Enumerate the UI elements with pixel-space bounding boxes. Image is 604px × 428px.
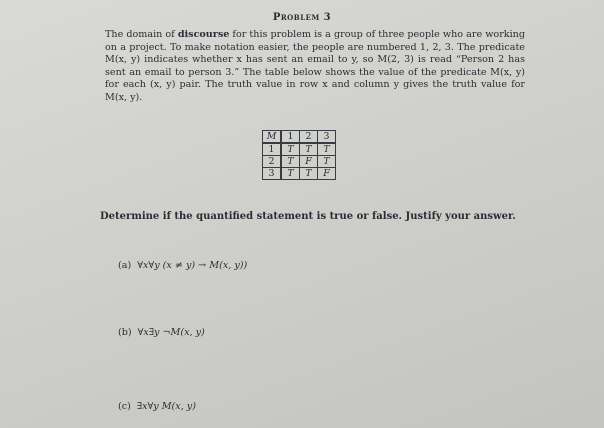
intro-text-start: The domain of [105,29,178,40]
truth-table [262,130,336,180]
problem-intro [105,29,525,105]
intro-bold-word: discourse [177,29,230,40]
table-row [263,156,336,168]
table-cell: T [281,156,300,168]
table-header-row [263,131,336,144]
part-label: (c) [118,401,131,412]
intro-paragraph [105,29,525,105]
table-corner-cell: M [263,131,282,144]
part-expression: ∀x∀y (x ≠ y) → M(x, y)) [137,260,248,271]
row-header: 1 [263,143,282,156]
part-expression: ∃x∀y M(x, y) [136,401,196,412]
column-header: 2 [300,131,318,144]
problem-title: Problem 3 [272,12,332,23]
part-label: (a) [118,260,132,271]
table-cell: F [300,156,318,168]
intro-text-rest: for this problem is a group of three people who are working on a project. To make notation easier, the people are numbered 1, 2, 3. The predicate M(x, y) indicates whether x has sent an email to y, so M(2, 3) is read “Person 2 has sent an email to person 3.” The table below shows the value of the predicate M(x, y) for each (x, y) pair. The truth value in row x and column y gives the truth value for M(x, y). [105,29,525,103]
part-b [118,327,205,338]
table-cell: F [318,168,336,180]
part-expression: ∀x∃y ¬M(x, y) [137,327,205,338]
table-cell: T [281,168,300,180]
row-header: 3 [263,168,282,180]
column-header: 1 [281,131,300,144]
part-a [118,260,247,271]
part-c [118,401,196,412]
question-prompt: Determine if the quantified statement is true or false. Justify your answer. [100,211,516,222]
table-cell: T [318,143,336,156]
table-row [263,168,336,180]
table-cell: T [318,156,336,168]
column-header: 3 [318,131,336,144]
row-header: 2 [263,156,282,168]
table-row [263,143,336,156]
part-label: (b) [118,327,132,338]
table-cell: T [300,168,318,180]
table-cell: T [281,143,300,156]
table-cell: T [300,143,318,156]
